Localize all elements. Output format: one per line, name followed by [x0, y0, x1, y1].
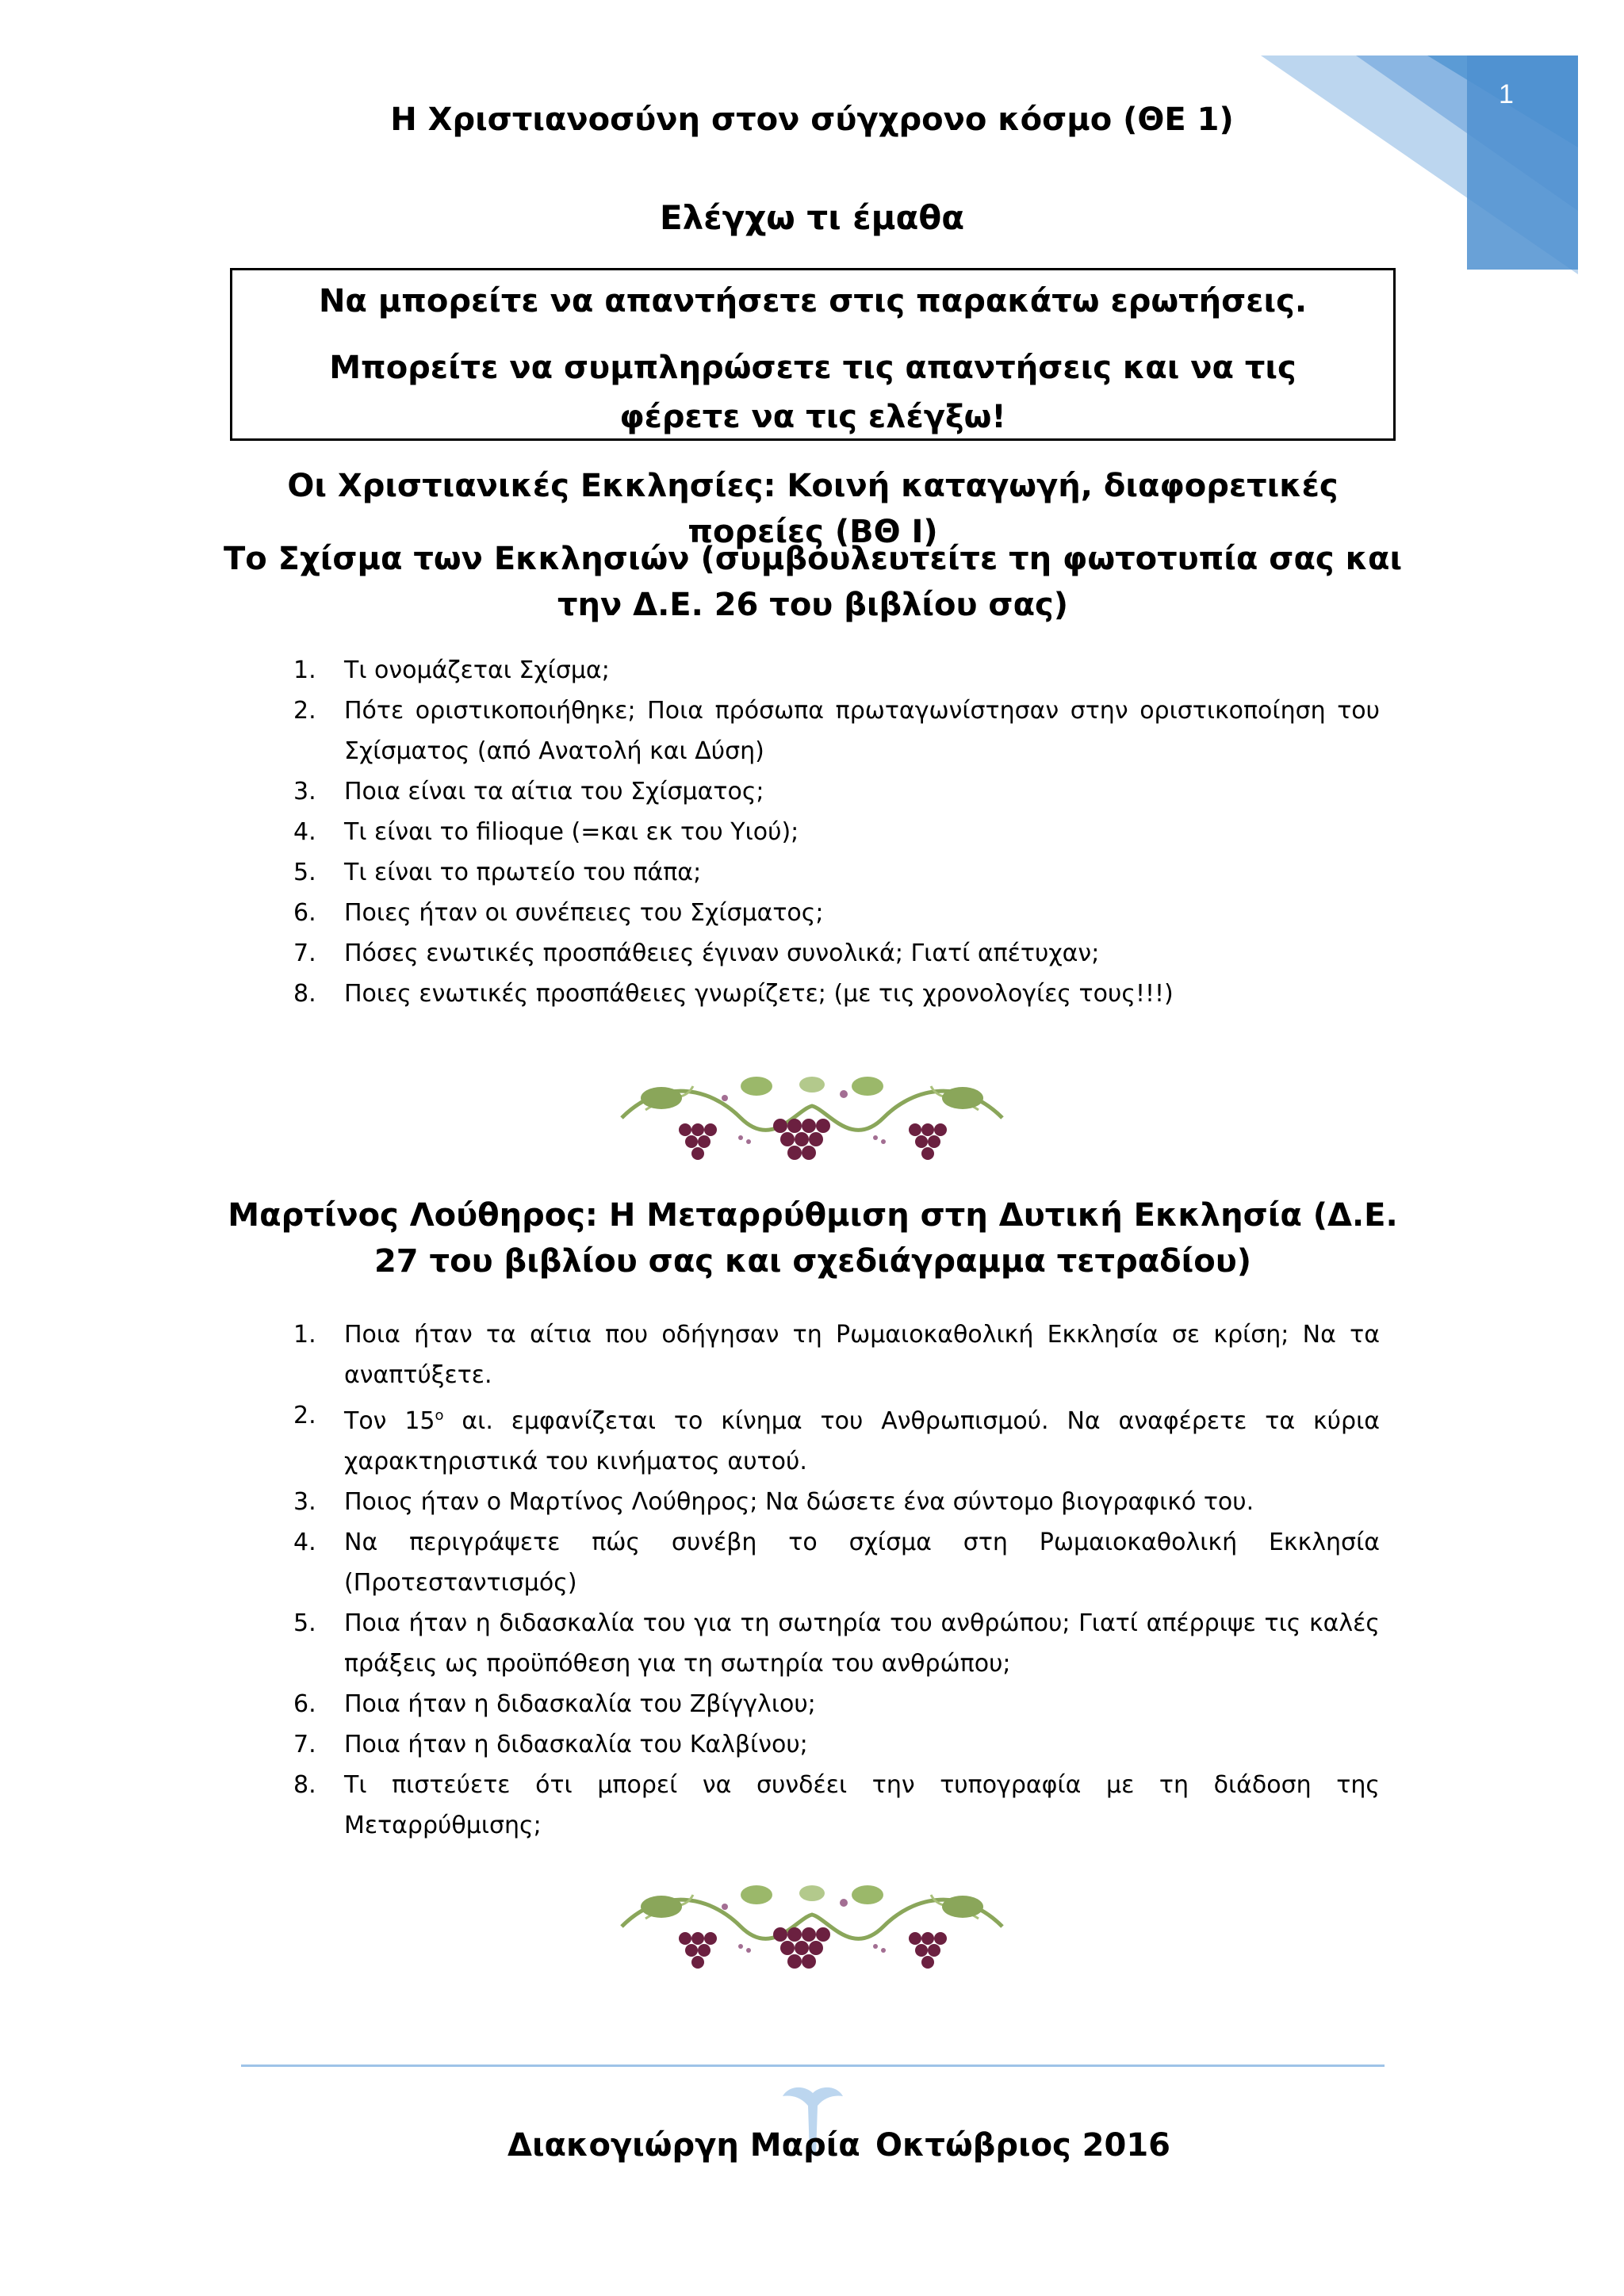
question-item — [293, 771, 1380, 812]
question-number: 1. — [293, 1321, 316, 1349]
question-item — [293, 650, 1380, 691]
footer-date: Οκτώβριος 2016 — [875, 2127, 1171, 2164]
question-item — [293, 1724, 1380, 1765]
notice-line-1: Να μπορείτε να απαντήσετε στις παρακάτω ερωτήσεις. — [318, 283, 1308, 320]
question-number: 7. — [293, 1731, 316, 1758]
question-item — [293, 1482, 1380, 1522]
grapevine-divider-icon — [614, 1062, 1010, 1173]
question-text: Πότε οριστικοποιήθηκε; Ποια πρόσωπα πρωταγωνίστησαν στην οριστικοποίηση του Σχίσματος (από Ανατολή και Δύση) — [344, 697, 1380, 765]
question-text: Τι ονομάζεται Σχίσμα; — [344, 656, 610, 684]
question-text: Ποιος ήταν ο Μαρτίνος Λούθηρος; Να δώσετε ένα σύντομο βιογραφικό του. — [344, 1488, 1254, 1516]
question-number: 8. — [293, 1771, 316, 1799]
question-number: 5. — [293, 859, 316, 886]
question-number: 2. — [293, 697, 316, 725]
question-item — [293, 1684, 1380, 1724]
unit-title: Οι Χριστιανικές Εκκλησίες: Κοινή καταγωγή, διαφορετικές πορείες (ΒΘ Ι) — [287, 468, 1339, 550]
footer-author: Διακογιώργη Μαρία — [508, 2127, 860, 2164]
question-text: Να περιγράψετε πώς συνέβη το σχίσμα στη Ρωμαιοκαθολική Εκκλησία (Προτεσταντισμός) — [344, 1529, 1380, 1597]
page-header-title: Η Χριστιανοσύνη στον σύγχρονο κόσμο (ΘΕ 1) — [390, 101, 1234, 138]
question-text: Ποιες ενωτικές προσπάθειες γνωρίζετε; (με τις χρονολογίες τους!!!) — [344, 980, 1174, 1008]
question-text: Ποια ήταν τα αίτια που οδήγησαν τη Ρωμαιοκαθολική Εκκλησία σε κρίση; Να τα αναπτύξετε. — [344, 1321, 1380, 1389]
question-text: αι. εμφανίζεται το κίνημα του Ανθρωπισμού. Να αναφέρετε τα κύρια χαρακτηριστικά του κινήματος αυτού. — [344, 1407, 1380, 1475]
topic-title-luther: Μαρτίνος Λούθηρος: Η Μεταρρύθμιση στη Δυτική Εκκλησία (Δ.Ε. 27 του βιβλίου σας και σχεδιάγραμμα τετραδίου) — [228, 1197, 1398, 1280]
luther-question-list — [293, 1314, 1380, 1846]
question-item — [293, 933, 1380, 974]
question-number: 3. — [293, 778, 316, 806]
question-item — [293, 1603, 1380, 1684]
question-number: 3. — [293, 1488, 316, 1516]
question-item — [293, 1522, 1380, 1603]
question-text: Τι είναι το πρωτείο του πάπα; — [344, 859, 702, 886]
question-number: 6. — [293, 1690, 316, 1718]
question-item — [293, 1314, 1380, 1395]
question-number: 7. — [293, 939, 316, 967]
section-title: Ελέγχω τι έμαθα — [659, 198, 965, 237]
question-item — [293, 691, 1380, 771]
question-number: 4. — [293, 1529, 316, 1556]
question-number: 4. — [293, 818, 316, 846]
question-text: Τι πιστεύετε ότι μπορεί να συνδέει την τυπογραφία με τη διάδοση της Μεταρρύθμισης; — [344, 1771, 1380, 1839]
question-number: 8. — [293, 980, 316, 1008]
question-text: Ποια ήταν η διδασκαλία του Ζβίγγλιου; — [344, 1690, 816, 1718]
schism-question-list — [293, 650, 1380, 1014]
question-text: Πόσες ενωτικές προσπάθειες έγιναν συνολικά; Γιατί απέτυχαν; — [344, 939, 1100, 967]
question-text: Ποια είναι τα αίτια του Σχίσματος; — [344, 778, 764, 806]
question-item — [293, 974, 1380, 1014]
question-text: Ποιες ήταν οι συνέπειες του Σχίσματος; — [344, 899, 824, 927]
question-item — [293, 852, 1380, 893]
topic-title-schism: Το Σχίσμα των Εκκλησιών (συμβουλευτείτε τη φωτοτυπία σας και την Δ.Ε. 26 του βιβλίου σας) — [223, 541, 1403, 623]
question-item — [293, 1395, 1380, 1482]
question-number: 2. — [293, 1402, 316, 1429]
page-number: 1 — [1499, 79, 1514, 109]
question-item — [293, 812, 1380, 852]
question-text: Τι είναι το filioque (=και εκ του Υιού); — [344, 818, 799, 846]
question-number: 1. — [293, 656, 316, 684]
question-text: Τον 15 — [344, 1407, 435, 1435]
ordinal-superscript: ο — [435, 1407, 444, 1424]
question-text: Ποια ήταν η διδασκαλία του για τη σωτηρία του ανθρώπου; Γιατί απέρριψε τις καλές πράξεις ως προϋπόθεση για τη σωτηρία του ανθρώπου; — [344, 1609, 1380, 1678]
notice-box — [230, 268, 1396, 441]
grapevine-divider-icon — [614, 1871, 1010, 1982]
question-item — [293, 1765, 1380, 1846]
footer-divider — [241, 2064, 1385, 2067]
question-number: 5. — [293, 1609, 316, 1637]
question-item — [293, 893, 1380, 933]
question-text: Ποια ήταν η διδασκαλία του Καλβίνου; — [344, 1731, 808, 1758]
corner-decoration-icon — [1261, 52, 1578, 274]
notice-line-2: Μπορείτε να συμπληρώσετε τις απαντήσεις και να τις φέρετε να τις ελέγξω! — [329, 350, 1297, 435]
question-number: 6. — [293, 899, 316, 927]
